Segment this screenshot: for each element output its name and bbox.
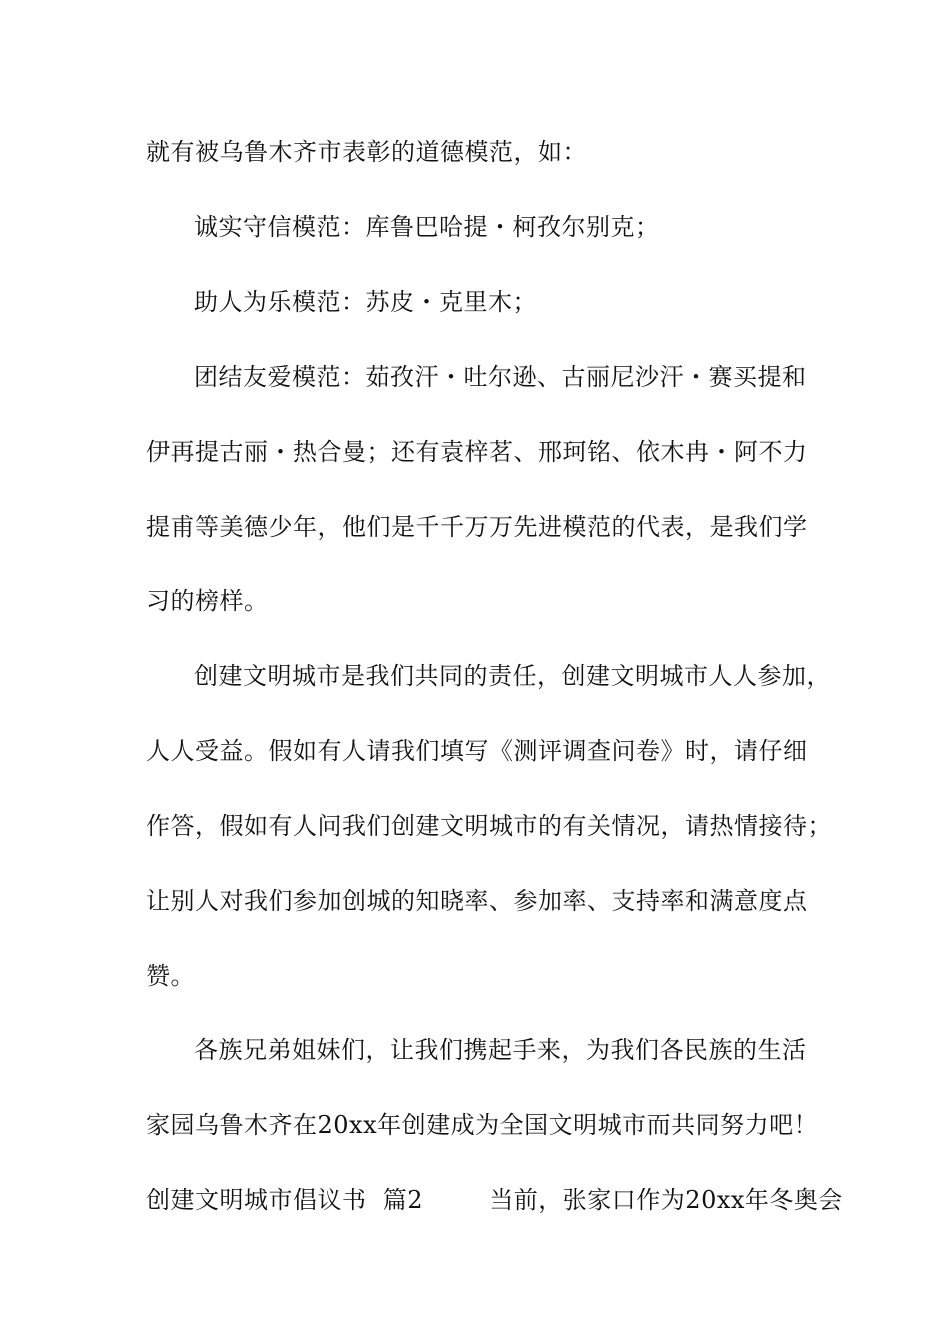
text-line: 赞。 (146, 962, 195, 990)
text-line: 让别人对我们参加创城的知晓率、参加率、支持率和满意度点 (146, 887, 808, 915)
text-line: 习的榜样。 (146, 587, 269, 615)
text-line: 作答，假如有人问我们创建文明城市的有关情况，请热情接待； (146, 812, 832, 840)
text-line: 提甫等美德少年，他们是千千万万先进模范的代表，是我们学 (146, 513, 808, 541)
section-heading: 创建文明城市倡议书 篇2 (146, 1186, 424, 1214)
text-line: 创建文明城市是我们共同的责任，创建文明城市人人参加， (194, 662, 831, 690)
text-line: 家园乌鲁木齐在20xx年创建成为全国文明城市而共同努力吧！ (146, 1111, 819, 1139)
text-line: 人人受益。假如有人请我们填写《测评调查问卷》时，请仔细 (146, 737, 808, 765)
section-start-text: 当前，张家口作为20xx年冬奥会 (489, 1186, 843, 1214)
text-line: 助人为乐模范：苏皮・克里木； (194, 288, 537, 316)
text-line: 伊再提古丽・热合曼；还有袁梓茗、邢珂铭、依木冉・阿不力 (146, 438, 808, 466)
text-line: 各族兄弟姐妹们，让我们携起手来，为我们各民族的生活 (194, 1036, 807, 1064)
text-line: 就有被乌鲁木齐市表彰的道德模范，如： (146, 138, 587, 166)
section-heading-line (146, 1185, 843, 1215)
text-line: 团结友爱模范：茹孜汗・吐尔逊、古丽尼沙汗・赛买提和 (194, 363, 807, 391)
text-line: 诚实守信模范：库鲁巴哈提・柯孜尔别克； (194, 213, 660, 241)
